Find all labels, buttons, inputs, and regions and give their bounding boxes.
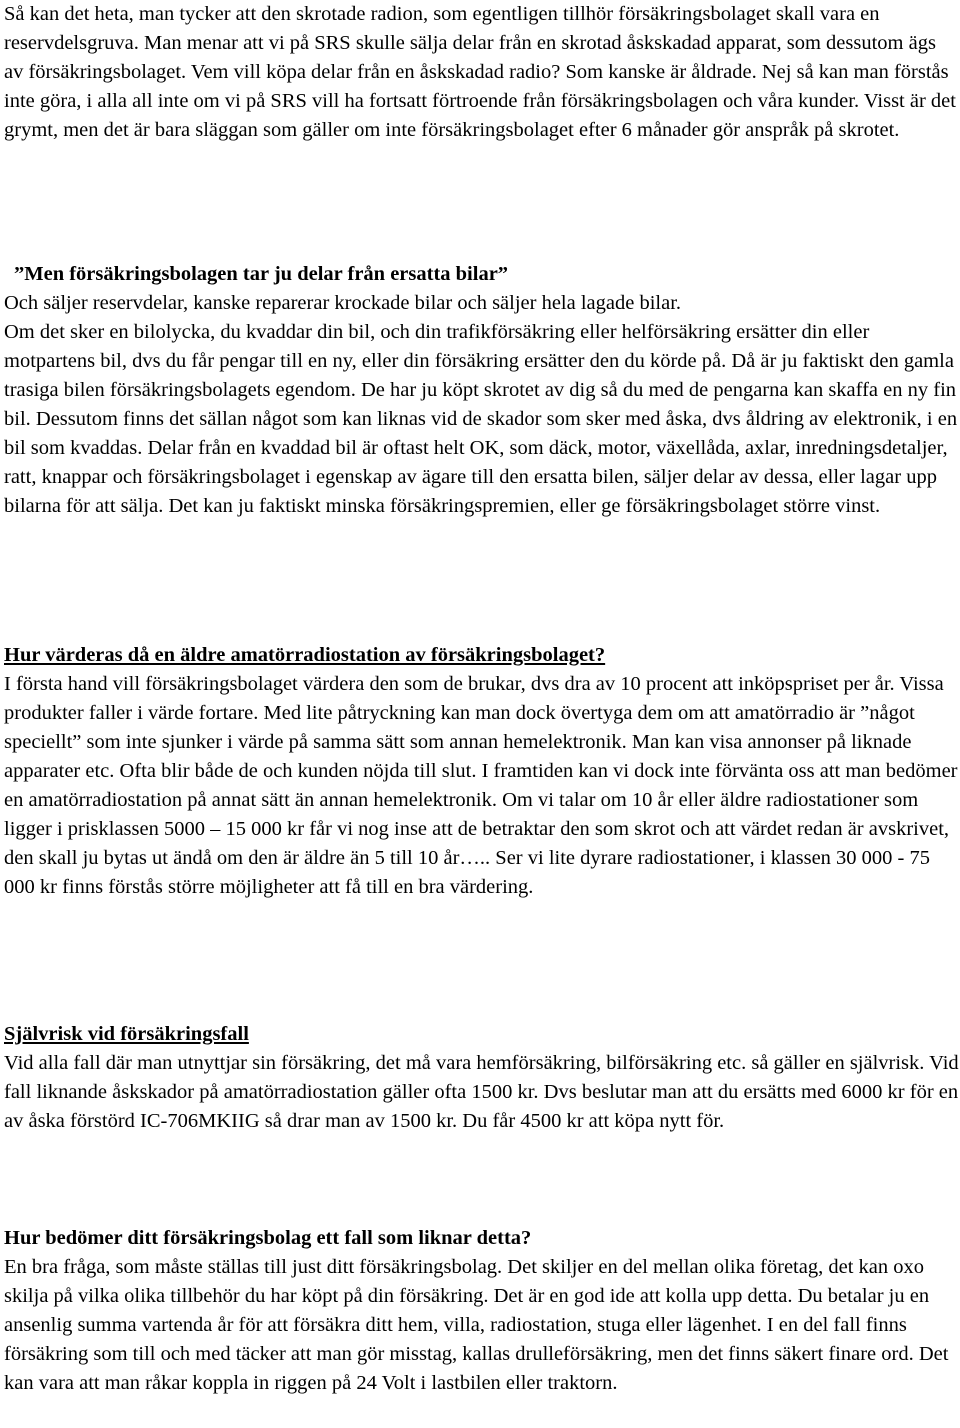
section-car-parts (4, 260, 960, 521)
section-heading: Självrisk vid försäkringsfall (4, 1023, 249, 1045)
section-heading: ”Men försäkringsbolagen tar ju delar från ersatta bilar” (14, 263, 509, 285)
section-heading: Hur bedömer ditt försäkringsbolag ett fall som liknar detta? (4, 1227, 532, 1249)
section-paragraph: Om det sker en bilolycka, du kvaddar din bil, och din trafikförsäkring eller helförsäkring ersätter din eller motpartens bil, dvs du får pengar till en ny, eller din försäkring ersätter den du körde på. Då är ju faktiskt den gamla trasiga bilen försäkringsbolagets egendom. De har ju köpt skrotet av dig så du med de pengarna kan skaffa en ny fin bil. Dessutom finns det sällan något som kan liknas vid de skador som sker med åska, dvs åldring av elektronik, i en bil som kvaddas. Delar från en kvaddad bil är oftast helt OK, som däck, motor, växellåda, axlar, inredningsdetaljer, ratt, knappar och försäkringsbolaget i egenskap av ägare till den ersatta bilen, säljer delar av dessa, eller lagar upp bilarna för att sälja. Det kan ju faktiskt minska försäkringspremien, eller ge försäkringsbolaget större vinst. (4, 321, 958, 517)
section-deductible (4, 1020, 960, 1136)
section-paragraph: En bra fråga, som måste ställas till just ditt försäkringsbolag. Det skiljer en del mellan olika företag, det kan oxo skilja på vilka olika tillbehör du har köpt på din försäkring. Det är en god ide att kolla upp detta. Du betalar ju en ansenlig summa vartenda år för att försäkra ditt hem, villa, radiostation, stuga eller lägenhet. I en del fall finns försäkring som till och med täcker att man gör misstag, kallas drulleförsäkring, men det finns säkert finare ord. Det kan vara att man råkar koppla in riggen på 24 Volt i lastbilen eller traktorn. (4, 1256, 949, 1394)
section-insurer-assessment (4, 1224, 960, 1398)
section-paragraph: Vid alla fall där man utnyttjar sin försäkring, det må vara hemförsäkring, bilförsäkring etc. så gäller en självrisk. Vid fall liknande åskskador på amatörradiostation gäller ofta 1500 kr. Dvs beslutar man att du ersätts med 6000 kr för en av åska förstörd IC-706MKIIG så drar man av 1500 kr. Du får 4500 kr att köpa nytt för. (4, 1052, 959, 1132)
intro-paragraph: Så kan det heta, man tycker att den skrotade radion, som egentligen tillhör försäkringsbolaget skall vara en reservdelsgruva. Man menar att vi på SRS skulle sälja delar från en skrotad åskskadad apparat, som dessutom ägs av försäkringsbolaget. Vem vill köpa delar från en åskskadad radio? Som kanske är åldrade. Nej så kan man förstås inte göra, i alla all inte om vi på SRS vill ha fortsatt förtroende från försäkringsbolagen och våra kunder. Visst är det grymt, men det är bara släggan som gäller om inte försäkringsbolaget efter 6 månader gör anspråk på skrotet. (4, 3, 956, 141)
section-heading: Hur värderas då en äldre amatörradiostation av försäkringsbolaget? (4, 644, 606, 666)
section-valuation (4, 641, 960, 902)
section-line: Och säljer reservdelar, kanske reparerar krockade bilar och säljer hela lagade bilar. (4, 292, 682, 314)
section-paragraph: I första hand vill försäkringsbolaget värdera den som de brukar, dvs dra av 10 procent att inköpspriset per år. Vissa produkter faller i värde fortare. Med lite påtryckning kan man dock övertyga dem om att amatörradio är ”något speciellt” som inte sjunker i värde på samma sätt som annan hemelektronik. Man kan visa annonser på liknade apparater etc. Ofta blir både de och kunden nöjda till slut. I framtiden kan vi dock inte förvänta oss att man bedömer en amatörradiostation på annat sätt än annan hemelektronik. Om vi talar om 10 år eller äldre radiostationer som ligger i prisklassen 5000 – 15 000 kr får vi nog inse att de betraktar den som skrot och att värdet redan är avskrivet, den skall ju bytas ut ändå om den är äldre än 5 till 10 år….. Ser vi lite dyrare radiostationer, i klassen 30 000 - 75 000 kr finns förstås större möjligheter att få till en bra värdering. (4, 673, 958, 898)
intro-section (4, 0, 960, 145)
